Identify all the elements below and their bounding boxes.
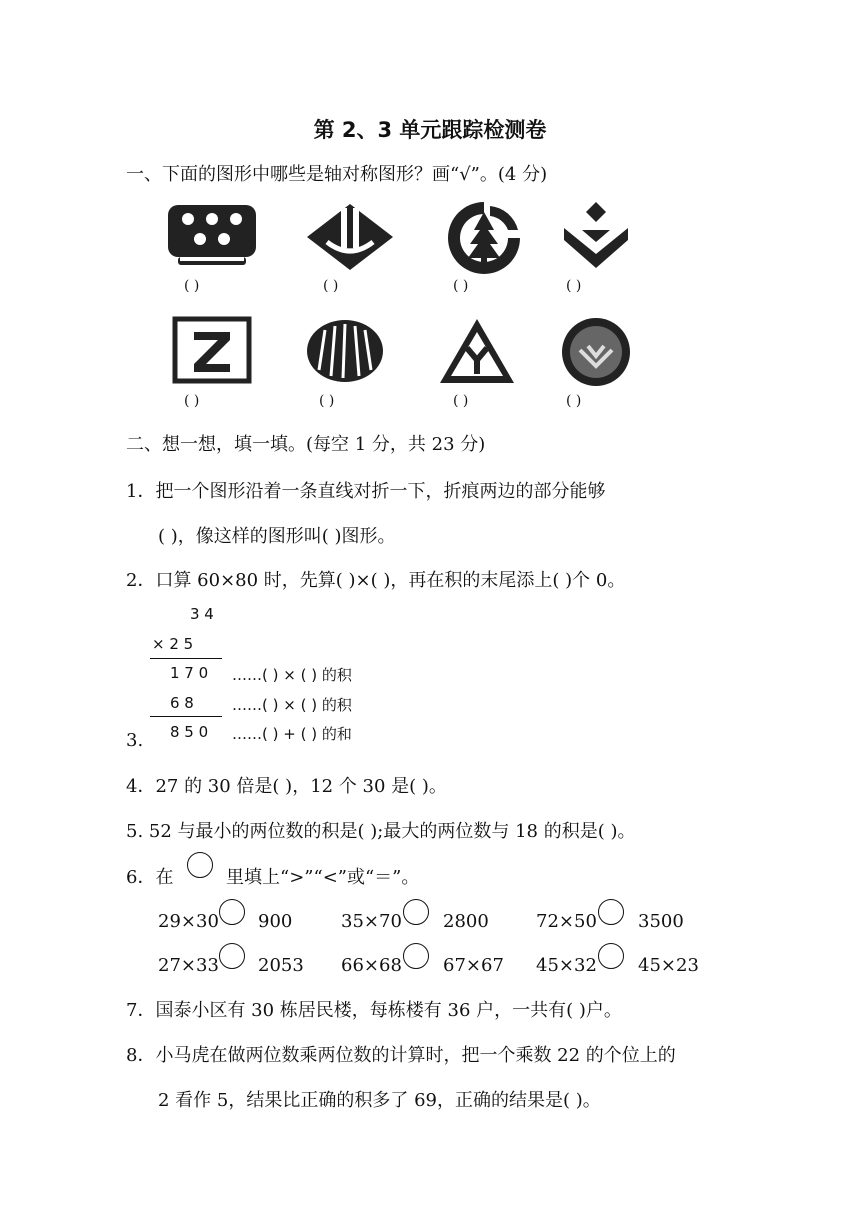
compare-right-6: 45×23 [638,955,699,976]
calc-partial-2: 6 8 [170,694,194,712]
question-7[interactable]: 7．国泰小区有 30 栋居民楼，每栋楼有 36 户，一共有( )户。 [126,1000,622,1021]
question-3-number: 3. [126,730,144,751]
dice-icon [166,203,258,269]
question-1-line2[interactable]: ( )，像这样的图形叫( )图形。 [158,526,396,547]
compare-right-5: 67×67 [443,955,504,976]
calc-note-3[interactable]: ……( ) + ( ) 的和 [232,725,352,743]
compare-circle-4[interactable] [219,943,245,969]
compare-circle-2[interactable] [403,899,429,925]
answer-blank-3[interactable]: ( ) [453,278,469,294]
calc-note-1[interactable]: ……( ) × ( ) 的积 [232,666,352,684]
compare-circle-3[interactable] [598,899,624,925]
question-4[interactable]: 4．27 的 30 倍是( )，12 个 30 是( )。 [126,776,447,797]
answer-blank-4[interactable]: ( ) [566,278,582,294]
y-junction-sign-icon [437,316,517,386]
compare-left-6: 45×32 [536,955,597,976]
compare-left-3: 72×50 [536,911,597,932]
compare-right-1: 900 [258,911,293,932]
question-5[interactable]: 5. 52 与最小的两位数的积是( );最大的两位数与 18 的积是( )。 [126,821,636,842]
calc-product: 8 5 0 [170,723,209,741]
answer-blank-6[interactable]: ( ) [319,393,335,409]
answer-blank-2[interactable]: ( ) [323,278,339,294]
question-8-line1: 8．小马虎在做两位数乘两位数的计算时，把一个乘数 22 的个位上的 [126,1045,676,1066]
compare-right-2: 2800 [443,911,489,932]
diamond-logo-icon [305,202,395,272]
calc-partial-1: 1 7 0 [170,664,209,682]
question-8-line2[interactable]: 2 看作 5，结果比正确的积多了 69，正确的结果是( )。 [158,1090,601,1111]
question-2[interactable]: 2．口算 60×80 时，先算( )×( )，再在积的末尾添上( )个 0。 [126,570,626,591]
compare-left-4: 27×33 [158,955,219,976]
section1-heading: 一、下面的图形中哪些是轴对称图形？画“√”。(4 分) [126,164,548,185]
answer-blank-8[interactable]: ( ) [566,393,582,409]
calc-multiplier: × 2 5 [152,635,194,653]
answer-blank-5[interactable]: ( ) [184,393,200,409]
compare-left-5: 66×68 [341,955,402,976]
tree-logo-icon [446,200,522,276]
compare-right-3: 3500 [638,911,684,932]
question-1-line1: 1．把一个图形沿着一条直线对折一下，折痕两边的部分能够 [126,481,606,502]
z-letter-icon [172,316,252,384]
calc-multiplicand: 3 4 [190,605,214,623]
calc-note-2[interactable]: ……( ) × ( ) 的积 [232,696,352,714]
compare-left-1: 29×30 [158,911,219,932]
question-6-suffix: 里填上“>”“<”或“＝”。 [226,867,420,888]
calc-rule-1 [150,658,222,659]
compare-circle-6[interactable] [598,943,624,969]
section2-heading: 二、想一想，填一填。(每空 1 分，共 23 分) [126,434,486,455]
flower-logo-icon [305,318,385,384]
chevron-logo-icon [562,200,630,272]
calc-rule-2 [150,716,222,717]
compare-right-4: 2053 [258,955,304,976]
answer-blank-1[interactable]: ( ) [184,278,200,294]
round-emblem-icon [560,316,632,388]
answer-blank-7[interactable]: ( ) [453,393,469,409]
compare-circle-1[interactable] [219,899,245,925]
compare-left-2: 35×70 [341,911,402,932]
circle-icon [187,852,213,878]
compare-circle-5[interactable] [403,943,429,969]
page-title: 第 2、3 单元跟踪检测卷 [313,118,547,142]
question-6-prefix: 6．在 [126,867,174,888]
